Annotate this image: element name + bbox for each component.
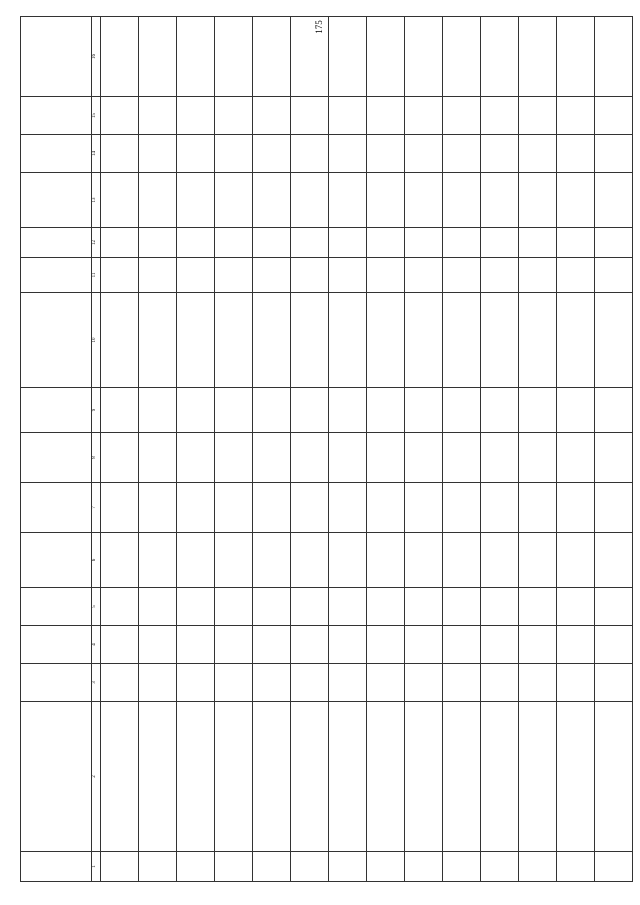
table-cell (215, 17, 253, 97)
table-cell (253, 483, 291, 533)
table-cell (443, 293, 481, 388)
table-cell (519, 483, 557, 533)
table-cell (177, 852, 215, 882)
column-header (21, 97, 92, 135)
table-cell (329, 135, 367, 173)
table-cell (557, 258, 595, 293)
table-cell (557, 228, 595, 258)
table-cell (215, 258, 253, 293)
table-cell (405, 483, 443, 533)
table-cell (177, 135, 215, 173)
table-cell (519, 702, 557, 852)
table-cell (253, 588, 291, 626)
table-cell (329, 228, 367, 258)
table-cell (481, 388, 519, 433)
column-number: 11 (92, 258, 101, 293)
table-cell (405, 588, 443, 626)
table-cell (329, 588, 367, 626)
table-cell (519, 17, 557, 97)
column-header (21, 258, 92, 293)
table-cell (519, 852, 557, 882)
table-cell (101, 135, 139, 173)
table-cell (139, 97, 177, 135)
table-cell (519, 293, 557, 388)
column-header (21, 533, 92, 588)
column-header (21, 17, 92, 97)
table-cell (215, 293, 253, 388)
table-cell (253, 533, 291, 588)
column-number: 12 (92, 228, 101, 258)
table-cell (481, 533, 519, 588)
table-cell (177, 664, 215, 702)
column-number: 14 (92, 135, 101, 173)
table-cell (101, 258, 139, 293)
column-header (21, 135, 92, 173)
table-cell (443, 588, 481, 626)
table-cell (443, 852, 481, 882)
table-cell (253, 626, 291, 664)
table-cell (253, 702, 291, 852)
table-cell (557, 626, 595, 664)
column-header (21, 664, 92, 702)
table-cell (405, 664, 443, 702)
table-cell (481, 433, 519, 483)
table-cell (367, 702, 405, 852)
table-cell (329, 702, 367, 852)
table-cell (481, 702, 519, 852)
column-number: 7 (92, 483, 101, 533)
table-row (519, 17, 557, 882)
table-cell (101, 483, 139, 533)
column-header (21, 228, 92, 258)
table-cell (443, 135, 481, 173)
table-cell (367, 852, 405, 882)
table-cell (367, 388, 405, 433)
table-cell (557, 135, 595, 173)
table-cell (253, 135, 291, 173)
table-cell (367, 173, 405, 228)
table-cell (329, 388, 367, 433)
table-cell (329, 258, 367, 293)
table-cell (215, 626, 253, 664)
table-cell (595, 173, 633, 228)
table-cell (139, 388, 177, 433)
table-cell (405, 626, 443, 664)
table-row (101, 17, 139, 882)
table-cell (291, 173, 329, 228)
table-cell (101, 588, 139, 626)
table-cell (291, 293, 329, 388)
table-cell (139, 17, 177, 97)
table-cell (367, 626, 405, 664)
table-cell (139, 135, 177, 173)
table-cell (481, 228, 519, 258)
column-header (21, 588, 92, 626)
table-cell (215, 388, 253, 433)
table-cell (101, 17, 139, 97)
table-cell (139, 293, 177, 388)
table-cell (291, 97, 329, 135)
table-cell (367, 135, 405, 173)
column-number-row (92, 17, 101, 882)
column-number: 9 (92, 388, 101, 433)
table-cell (557, 433, 595, 483)
table-cell (595, 483, 633, 533)
column-header (21, 433, 92, 483)
table-cell (443, 702, 481, 852)
table-cell (481, 293, 519, 388)
table-cell (253, 228, 291, 258)
table-body (101, 17, 633, 882)
table-cell (329, 533, 367, 588)
table-cell (481, 258, 519, 293)
column-header (21, 173, 92, 228)
column-number: 6 (92, 533, 101, 588)
table-cell (443, 533, 481, 588)
table-cell (443, 388, 481, 433)
table-cell (557, 588, 595, 626)
table-cell (519, 258, 557, 293)
table-cell (291, 228, 329, 258)
column-number: 8 (92, 433, 101, 483)
table-cell (443, 97, 481, 135)
table-cell (367, 588, 405, 626)
table-cell (557, 173, 595, 228)
table-cell (367, 293, 405, 388)
column-header (21, 293, 92, 388)
table-cell (291, 588, 329, 626)
table-row (443, 17, 481, 882)
table-cell (101, 533, 139, 588)
table-cell (481, 852, 519, 882)
rotated-page (20, 17, 620, 882)
table-cell (329, 97, 367, 135)
column-number: 3 (92, 664, 101, 702)
table-cell (177, 17, 215, 97)
table-cell (139, 852, 177, 882)
table-cell (329, 173, 367, 228)
table-cell (215, 533, 253, 588)
table-cell (177, 702, 215, 852)
column-number: 5 (92, 588, 101, 626)
table-cell (177, 483, 215, 533)
table-cell (481, 17, 519, 97)
table-cell (481, 626, 519, 664)
column-number: 1 (92, 852, 101, 882)
table-cell (215, 483, 253, 533)
column-header (21, 626, 92, 664)
table-cell (329, 626, 367, 664)
table-cell (101, 626, 139, 664)
table-cell (367, 483, 405, 533)
table-cell (101, 664, 139, 702)
table-row (595, 17, 633, 882)
table-cell (101, 852, 139, 882)
table-cell (519, 626, 557, 664)
table-cell (405, 135, 443, 173)
column-header (21, 388, 92, 433)
table-cell (101, 388, 139, 433)
table-cell (177, 588, 215, 626)
table-cell (443, 17, 481, 97)
table-cell (557, 852, 595, 882)
table-cell (215, 852, 253, 882)
table-cell (253, 17, 291, 97)
table-cell (595, 258, 633, 293)
table-cell (557, 702, 595, 852)
table-cell (595, 852, 633, 882)
table-cell (101, 97, 139, 135)
table-cell (177, 293, 215, 388)
table-cell (291, 388, 329, 433)
table-cell (557, 17, 595, 97)
table-cell (139, 258, 177, 293)
table-cell (557, 483, 595, 533)
table-cell (177, 388, 215, 433)
table-cell (291, 258, 329, 293)
table-cell (595, 626, 633, 664)
table-cell (177, 626, 215, 664)
table-cell (215, 228, 253, 258)
table-row (367, 17, 405, 882)
table-cell (519, 664, 557, 702)
table-cell (253, 173, 291, 228)
table-cell (595, 228, 633, 258)
table-row (215, 17, 253, 882)
table-cell (215, 173, 253, 228)
table-cell (519, 433, 557, 483)
page-number: 175 (313, 20, 324, 34)
table-cell (253, 97, 291, 135)
table-cell (291, 664, 329, 702)
table-cell (405, 852, 443, 882)
table-cell (405, 533, 443, 588)
table-cell (519, 97, 557, 135)
table-cell (253, 293, 291, 388)
table-cell (101, 702, 139, 852)
column-number: 4 (92, 626, 101, 664)
table-cell (215, 97, 253, 135)
table-cell (177, 258, 215, 293)
table-cell (367, 97, 405, 135)
table-cell (329, 433, 367, 483)
table-cell (215, 588, 253, 626)
table-cell (291, 533, 329, 588)
table-cell (519, 388, 557, 433)
table-row (139, 17, 177, 882)
table-cell (481, 483, 519, 533)
header-row (21, 17, 92, 882)
table-cell (443, 483, 481, 533)
table-cell (215, 135, 253, 173)
table-cell (329, 664, 367, 702)
column-number: 16 (92, 17, 101, 97)
table-cell (177, 97, 215, 135)
table-row (291, 17, 329, 882)
table-cell (595, 388, 633, 433)
table-cell (405, 173, 443, 228)
table-cell (481, 135, 519, 173)
table-cell (253, 388, 291, 433)
table-cell (481, 97, 519, 135)
table-cell (329, 293, 367, 388)
table-cell (101, 433, 139, 483)
table-cell (481, 173, 519, 228)
table-cell (253, 258, 291, 293)
table-cell (595, 664, 633, 702)
table-cell (595, 135, 633, 173)
table-cell (557, 293, 595, 388)
table-cell (595, 293, 633, 388)
table-cell (291, 135, 329, 173)
table-cell (177, 433, 215, 483)
table-cell (443, 626, 481, 664)
table-cell (329, 483, 367, 533)
table-cell (101, 228, 139, 258)
table-cell (443, 664, 481, 702)
table-cell (481, 588, 519, 626)
table-cell (139, 588, 177, 626)
table-cell (139, 433, 177, 483)
table-row (329, 17, 367, 882)
table-cell (519, 588, 557, 626)
table-cell (101, 173, 139, 228)
table-cell (253, 433, 291, 483)
table-cell (405, 228, 443, 258)
table-cell (139, 664, 177, 702)
table-cell (367, 228, 405, 258)
table-cell (139, 533, 177, 588)
table-cell (595, 97, 633, 135)
table-cell (291, 852, 329, 882)
table-cell (329, 852, 367, 882)
table-cell (557, 533, 595, 588)
table-cell (329, 17, 367, 97)
table-cell (557, 97, 595, 135)
table-cell (367, 17, 405, 97)
column-number: 13 (92, 173, 101, 228)
table-cell (443, 433, 481, 483)
table-cell (215, 433, 253, 483)
table-cell (291, 626, 329, 664)
table-cell (291, 483, 329, 533)
table-cell (101, 293, 139, 388)
table-cell (405, 433, 443, 483)
table-cell (139, 173, 177, 228)
table-cell (443, 173, 481, 228)
table-cell (405, 293, 443, 388)
table-cell (595, 533, 633, 588)
table-cell (481, 664, 519, 702)
column-number: 2 (92, 702, 101, 852)
table-cell (177, 173, 215, 228)
column-number: 10 (92, 293, 101, 388)
table-cell (253, 852, 291, 882)
table-cell (557, 664, 595, 702)
table-cell (519, 135, 557, 173)
table-row (557, 17, 595, 882)
table-cell (519, 173, 557, 228)
table-row (405, 17, 443, 882)
table-cell (443, 258, 481, 293)
table-cell (519, 533, 557, 588)
column-header (21, 852, 92, 882)
table-cell (139, 483, 177, 533)
table-row (177, 17, 215, 882)
table-cell (139, 228, 177, 258)
table-cell (443, 228, 481, 258)
table-cell (595, 702, 633, 852)
works-table (20, 16, 633, 882)
table-row (253, 17, 291, 882)
table-cell (405, 97, 443, 135)
table-row (481, 17, 519, 882)
table-cell (405, 702, 443, 852)
table-cell (367, 533, 405, 588)
table-cell (557, 388, 595, 433)
table-cell (215, 664, 253, 702)
table-cell (177, 533, 215, 588)
table-cell (405, 17, 443, 97)
column-header (21, 702, 92, 852)
table-cell (139, 626, 177, 664)
table-cell (291, 702, 329, 852)
table-cell (253, 664, 291, 702)
table-cell (367, 433, 405, 483)
table-cell (291, 433, 329, 483)
table-cell (215, 702, 253, 852)
table-cell (595, 433, 633, 483)
table-cell (595, 588, 633, 626)
table-cell (367, 664, 405, 702)
table-cell (405, 258, 443, 293)
table-cell (177, 228, 215, 258)
table-cell (367, 258, 405, 293)
column-number: 15 (92, 97, 101, 135)
table-cell (405, 388, 443, 433)
table-cell (519, 228, 557, 258)
table-cell (595, 17, 633, 97)
column-header (21, 483, 92, 533)
table-cell (139, 702, 177, 852)
